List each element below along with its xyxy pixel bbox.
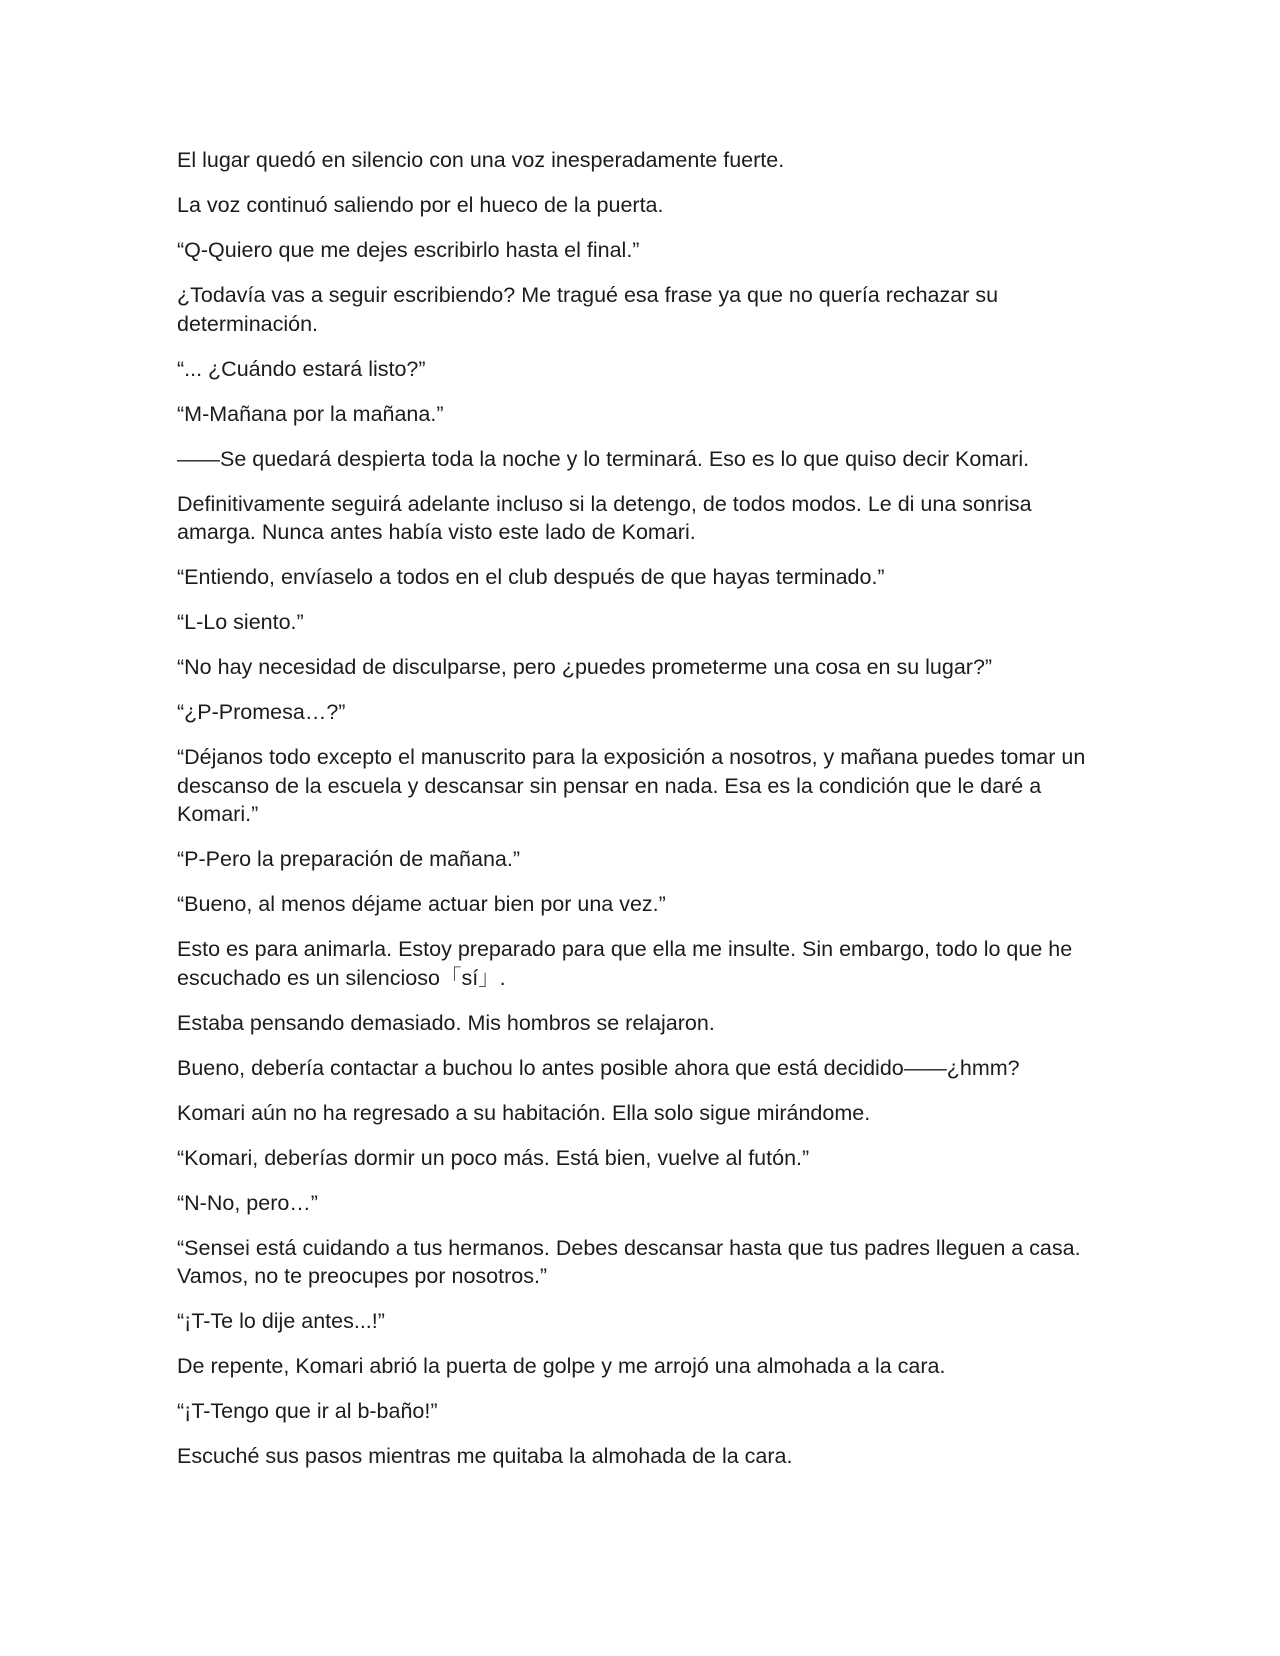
paragraph: Definitivamente seguirá adelante incluso si la detengo, de todos modos. Le di una sonrisa amarga. Nunca antes había visto este lado de Komari.	[177, 491, 1038, 544]
paragraph: Esto es para animarla. Estoy preparado para que ella me insulte. Sin embargo, todo lo que he escuchado es un silencioso「sí」.	[177, 937, 1079, 990]
paragraph: “M-Mañana por la mañana.”	[177, 401, 444, 426]
paragraph: “L-Lo siento.”	[177, 610, 304, 634]
paragraph: “Komari, deberías dormir un poco más. Está bien, vuelve al futón.”	[177, 1145, 810, 1170]
paragraph: “Déjanos todo excepto el manuscrito para la exposición a nosotros, y mañana puedes tomar un descanso de la escuela y descansar sin pensar en nada. Esa es la condición que le daré a Komari.”	[177, 745, 1092, 826]
text-column	[177, 146, 1097, 1487]
paragraph: “Q-Quiero que me dejes escribirlo hasta el final.”	[177, 238, 640, 262]
paragraph: “Bueno, al menos déjame actuar bien por una vez.”	[177, 892, 666, 916]
paragraph: “¿P-Promesa…?”	[177, 700, 346, 724]
paragraph: Komari aún no ha regresado a su habitación. Ella solo sigue mirándome.	[177, 1100, 871, 1125]
paragraph: “¡T-Tengo que ir al b-baño!”	[177, 1399, 438, 1423]
paragraph: La voz continuó saliendo por el hueco de la puerta.	[177, 193, 664, 217]
paragraph: Estaba pensando demasiado. Mis hombros se relajaron.	[177, 1010, 715, 1035]
paragraph: ——Se quedará despierta toda la noche y lo terminará. Eso es lo que quiso decir Komari.	[177, 446, 1030, 471]
paragraph: De repente, Komari abrió la puerta de golpe y me arrojó una almohada a la cara.	[177, 1354, 946, 1378]
paragraph: “Entiendo, envíaselo a todos en el club después de que hayas terminado.”	[177, 565, 885, 589]
paragraph: Bueno, debería contactar a buchou lo antes posible ahora que está decidido——¿hmm?	[177, 1055, 1020, 1080]
paragraph: Escuché sus pasos mientras me quitaba la almohada de la cara.	[177, 1444, 793, 1468]
paragraph: “¡T-Te lo dije antes...!”	[177, 1309, 385, 1333]
paragraph: “Sensei está cuidando a tus hermanos. Debes descansar hasta que tus padres lleguen a casa. Vamos, no te preocupes por nosotros.”	[177, 1235, 1087, 1288]
paragraph: ¿Todavía vas a seguir escribiendo? Me tragué esa frase ya que no quería rechazar su determinación.	[177, 283, 1005, 336]
paragraph: “... ¿Cuándo estará listo?”	[177, 356, 426, 381]
paragraph: “No hay necesidad de disculparse, pero ¿puedes prometerme una cosa en su lugar?”	[177, 655, 993, 679]
paragraph: “N-No, pero…”	[177, 1190, 318, 1215]
paragraph: El lugar quedó en silencio con una voz inesperadamente fuerte.	[177, 148, 785, 172]
paragraph: “P-Pero la preparación de mañana.”	[177, 847, 520, 871]
